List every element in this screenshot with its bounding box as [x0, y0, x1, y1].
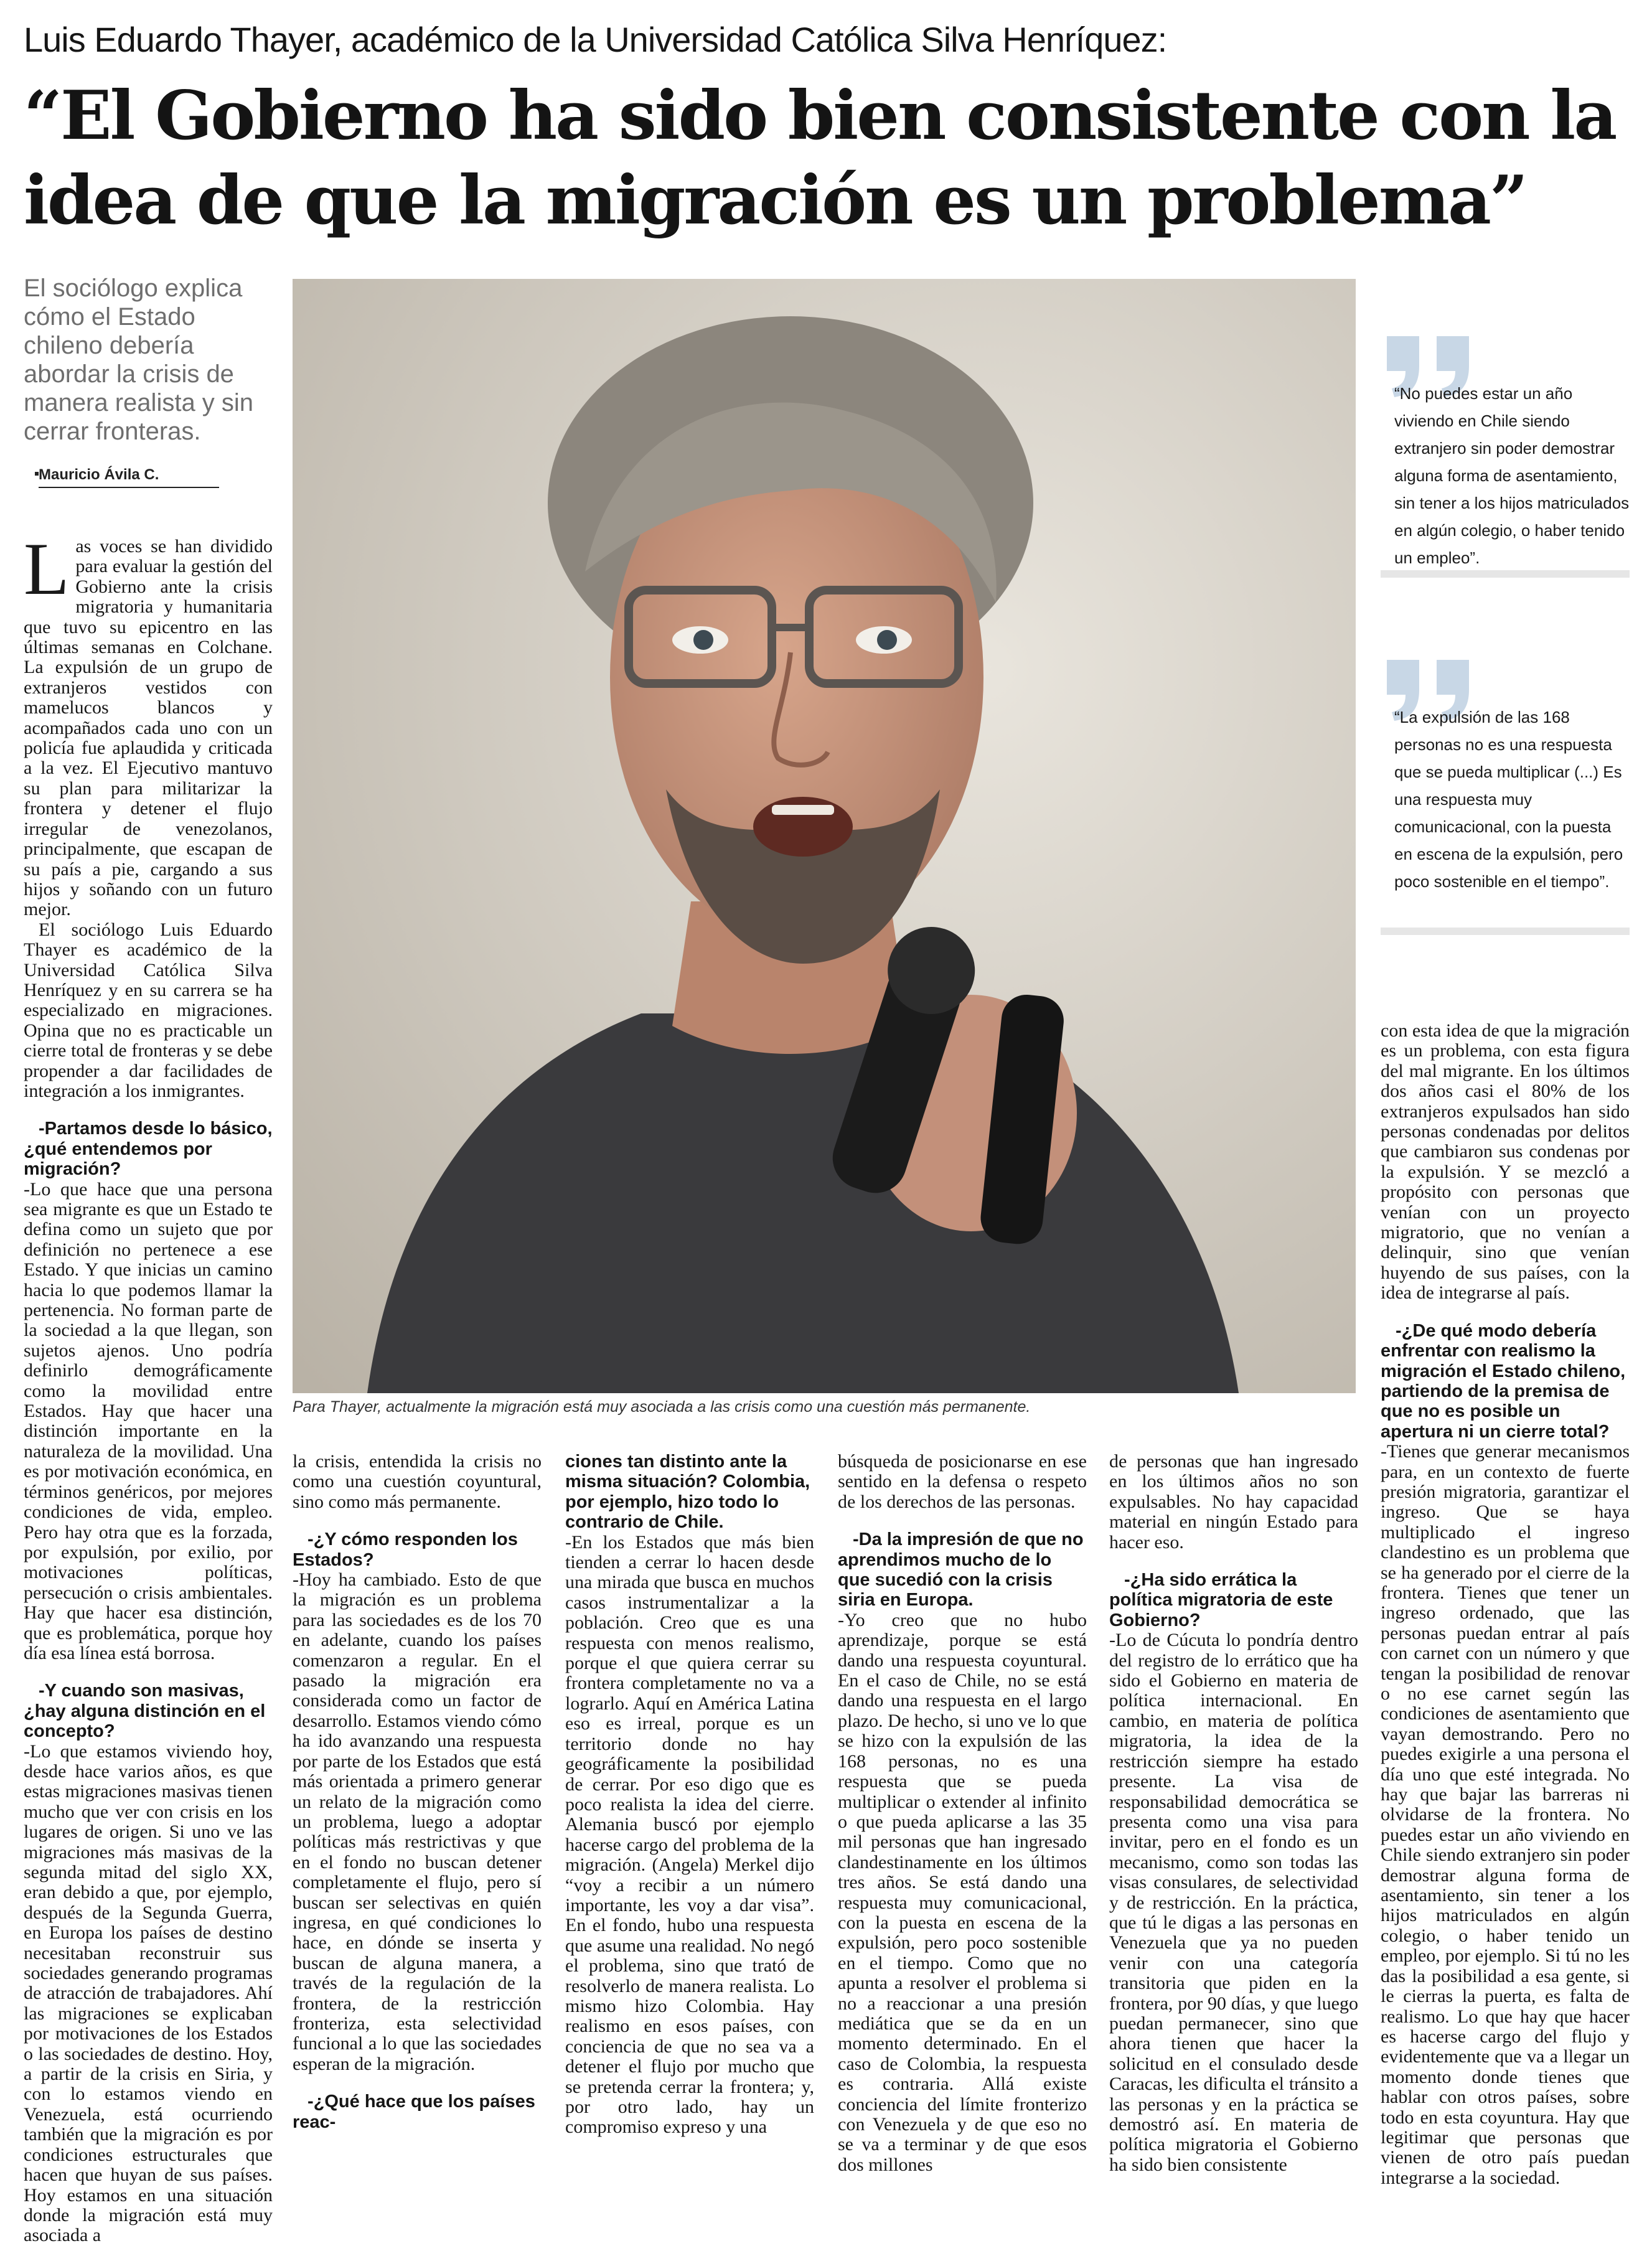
interview-question: -Da la impresión de que no aprendimos mucho de lo que sucedió con la crisis siria en Europa.	[838, 1529, 1084, 1610]
pull-quote-2	[1381, 654, 1630, 946]
interview-answer: -Hoy ha cambiado. Esto de que la migración es un problema para las sociedades es de los 70 en adelante, cuando los países comenzaron a regular. En el pasado la migración era considerada como un factor de desarrollo. Estamos viendo cómo ha ido avanzando una respuesta por parte de los Estados que está más orientada a primero generar un relato de la migración como un problema, luego a adoptar políticas más restrictivas y que en el fondo no buscan detener completamente el flujo, pero sí buscan ser selectivas en quién ingresa, en qué condiciones lo hace, en dónde se inserta y buscan de alguna manera, a través de la regulación de la frontera, de la restricción fronteriza, esta selectividad funcional a lo que las sociedades esperan de la migración.	[293, 1569, 542, 2074]
article-column-2	[293, 1452, 542, 2132]
headline-line-2: idea de que la migración es un problema”	[24, 161, 1527, 240]
pull-quote-divider	[1381, 928, 1630, 935]
interview-answer: -Yo creo que no hubo aprendizaje, porque se está dando una respuesta coyuntural. En el caso de Chile, no se está dando una respuesta en el largo plazo. De hecho, si uno ve lo que se hizo con la expulsión de las 168 personas, no es una respuesta que se pueda multiplicar o extender al infinito o que pueda aplicarse a las 35 mil personas que han ingresado clandestinamente en los últimos tres años. Se está dando una respuesta muy comunicacional, con la puesta en escena de la expulsión, pero poco sostenible en el tiempo. Como que no apunta a resolver el problema si no a reaccionar a una presión mediática que se da en un momento determinado. En el caso de Colombia, la respuesta es contraria. Allá existe conciencia del límite fronterizo con Venezuela y de que eso no se va a terminar y de que esos dos millones	[838, 1609, 1087, 2175]
interview-answer: -Lo que hace que una persona sea migrante es que un Estado te defina como un sujeto que por definición no pertenece a ese Estado. Y que inicias un camino hacia lo que podemos llamar la pertenencia. No forman parte de la sociedad a la que llegan, son sujetos ajenos. Uno podría definirlo demográficamente como la movilidad entre Estados. Hay que hacer una distinción importante en la naturaleza de la movilidad. Una es por motivación económica, en términos genéricos, por mejores condiciones de vida, empleo. Pero hay otra que es la forzada, por expulsión, por exilio, por motivaciones políticas, persecución o crisis ambientales. Hay que hacer esa distinción, que es problemática, porque hoy día esa línea está borrosa.	[24, 1178, 273, 1663]
paragraph: con esta idea de que la migración es un problema, con esta figura del mal migrante. En los últimos dos años casi el 80% de los extranjeros expulsados han sido personas condenadas por delitos que cambiaron sus condenas por la expulsión. Y se mezcló a propósito con personas que venían con un proyecto migratorio, que no venían a delinquir, sino que venían huyendo de sus países, con la idea de integrarse al país.	[1381, 1020, 1630, 1304]
interview-answer: -En los Estados que más bien tienden a cerrar lo hacen desde una mirada que busca en muchos casos instrumentalizar a la población. Creo que es una respuesta con menos realismo, porque el que quiera cerrar su frontera completamente no va a lograrlo. Aquí en América Latina eso es irreal, porque es un territorio donde no hay geográficamente la posibilidad de cerrar. Por eso digo que es poco realista la idea del cierre. Alemania buscó por ejemplo hacerse cargo del problema de la migración. (Angela) Merkel dijo “voy a recibir a un número importante, les voy a dar visa”. En el fondo, hubo una respuesta que asume una realidad. No negó el problema, sino que trató de resolverlo de manera realista. Lo mismo hizo Colombia. Hay realismo en esos países, con conciencia de que no sea va a detener el flujo por mucho que se pretenda cerrar la frontera; y, por otro lado, hay un compromiso expreso y una	[565, 1531, 814, 2138]
interview-question: -Partamos desde lo básico, ¿qué entendemos por migración?	[24, 1119, 273, 1180]
headline-line-1: “El Gobierno ha sido bien consistente con la	[24, 77, 1616, 155]
interview-question: ciones tan distinto ante la misma situación? Colombia, por ejemplo, hizo todo lo contrario de Chile.	[565, 1452, 810, 1533]
article-column-5	[1109, 1452, 1358, 2175]
pull-quote-1	[1381, 330, 1630, 591]
article-column-3	[565, 1452, 814, 2138]
interview-answer: -Lo de Cúcuta lo pondría dentro del registro de lo errático que ha sido el Gobierno en materia de política internacional. En cambio, en materia de política migratoria, la idea de la restricción siempre ha estado presente. La visa de responsabilidad democrática se presenta como una visa para invitar, pero en el fondo es un mecanismo, como son todas las visas consulares, de selectividad y de restricción. En la práctica, que tú le digas a las personas en Venezuela que ya no pueden venir con una categoría transitoria que piden en la frontera, por 90 días, y que luego puedan permanecer, sino que ahora tienen que hacer la solicitud en el consulado desde Caracas, les dificulta el tránsito a las personas y en la práctica se demostró así. En materia de política migratoria el Gobierno ha sido bien consistente	[1109, 1630, 1358, 2175]
pull-quote-divider	[1381, 570, 1630, 578]
pull-quote-text: “La expulsión de las 168 personas no es una respuesta que se pueda multiplicar (...) Es una respuesta muy comunicacional, con la puesta en escena de la expulsión, pero poco sostenible en el tiempo”.	[1394, 708, 1623, 891]
interview-question: -Y cuando son masivas, ¿hay alguna distinción en el concepto?	[24, 1681, 266, 1742]
article-column-4	[838, 1452, 1087, 2175]
interview-answer: -Tienes que generar mecanismos para, en un contexto de fuerte presión migratoria, garantizar el ingreso. Que se haya multiplicado el ingreso clandestino es un problema que se ha generado por el cierre de la frontera. Tienes que tener un ingreso ordenado, que las personas puedan entrar al país con carnet con un número y que tengan la posibilidad de renovar o no ese carnet según las condiciones de asentamiento que vayan demostrando. Pero no puedes exigirle a una persona el día uno que esté integrada. No hay que bajar las barreras ni olvidarse de la frontera. No puedes estar un año viviendo en Chile siendo extranjero sin poder demostrar alguna forma de asentamiento, sin tener a los hijos matriculados en algún colegio, o haber tenido un empleo, por ejemplo. Si tú no les das la posibilidad a esa gente, si le cierras la puerta, es falta de realismo. Lo que hay que hacer es hacerse cargo del flujo y evidentemente que va a llegar un momento donde tienes que hablar con otros países, sobre todo en esta coyuntura. Hay que legitimar que personas que vienen de otro país puedan integrarse a la sociedad.	[1381, 1441, 1630, 2188]
kicker: Luis Eduardo Thayer, académico de la Universidad Católica Silva Henríquez:	[24, 20, 1167, 59]
dek: El sociólogo explica cómo el Estado chileno debería abordar la crisis de manera realista y sin cerrar fronteras.	[24, 275, 254, 445]
photo-caption: Para Thayer, actualmente la migración está muy asociada a las crisis como una cuestión más permanente.	[293, 1398, 1031, 1416]
paragraph: búsqueda de posicionarse en ese sentido en la defensa o respeto de los derechos de las personas.	[838, 1451, 1087, 1512]
interview-question: -¿Qué hace que los países reac-	[293, 2092, 535, 2132]
paragraph: El sociólogo Luis Eduardo Thayer es académico de la Universidad Católica Silva Henríquez y en su carrera se ha especializado en migraciones. Opina que no es practicable un cierre total de fronteras y se debe propender a dar facilidades de integración a los inmigrantes.	[24, 919, 273, 1101]
photo	[293, 279, 1356, 1393]
portrait-illustration	[293, 279, 1356, 1393]
pull-quote-text: “No puedes estar un año viviendo en Chile siendo extranjero sin poder demostrar alguna forma de asentamiento, sin tener a los hijos matriculados en algún colegio, o haber tenido un empleo”.	[1394, 384, 1630, 567]
paragraph: de personas que han ingresado en los últimos años no son expulsables. No hay capacidad material en ningún Estado para hacer eso.	[1109, 1451, 1358, 1553]
drop-cap: L	[24, 527, 70, 610]
paragraph: la crisis, entendida la crisis no como una cuestión coyuntural, sino como más permanente.	[293, 1451, 542, 1512]
interview-answer: -Lo que estamos viviendo hoy, desde hace varios años, es que estas migraciones masivas tienen mucho que ver con crisis en los lugares de origen. Si uno ve las migraciones más masivas de la segunda mitad del siglo XX, eran debido a que, por ejemplo, después de la Segunda Guerra, en Europa los países de destino necesitaban reconstruir sus sociedades generando programas de atracción de trabajadores. Ahí las migraciones se explicaban por motivaciones de los Estados o las sociedades de destino. Hoy, a partir de la crisis en Siria, y con lo estamos viendo en Venezuela, está ocurriendo también que la migración es por condiciones estructurales que hacen que huyan de sus países. Hoy estamos en una situación donde la migración está muy asociada a	[24, 1741, 273, 2246]
headline	[24, 73, 1630, 243]
article-column-6	[1381, 1021, 1630, 2188]
interview-question: -¿Y cómo responden los Estados?	[293, 1529, 518, 1570]
interview-question: -¿Ha sido errática la política migratoria de este Gobierno?	[1109, 1570, 1333, 1630]
article-column-1	[24, 527, 273, 2246]
interview-question: -¿De qué modo debería enfrentar con realismo la migración el Estado chileno, partiendo de la premisa de que no es posible un apertura ni un cierre total?	[1381, 1320, 1626, 1442]
paragraph: as voces se han dividido para evaluar la gestión del Gobierno ante la crisis migratoria y humanitaria que tuvo su epicentro en las últimas semanas en Colchane. La expulsión de un grupo de extranjeros vestidos con mamelucos blancos y acompañados cada uno con un policía fue aplaudida y criticada a la vez. El Ejecutivo mantuvo su plan para militarizar la frontera y detener el flujo irregular de venezolanos, principalmente, que escapan de su país a pie, cargando a sus hijos y soñando con un futuro mejor.	[24, 536, 273, 920]
byline: Mauricio Ávila C.	[39, 466, 219, 488]
